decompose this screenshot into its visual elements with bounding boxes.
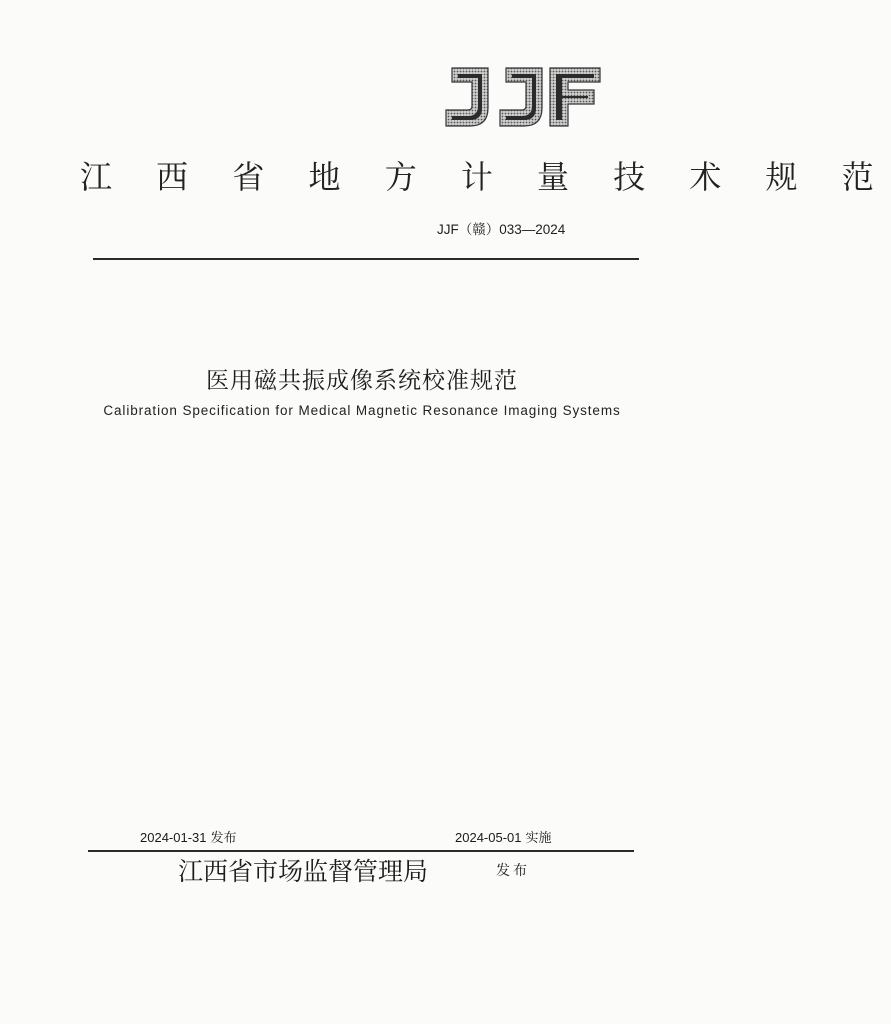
jjf-logo xyxy=(438,64,602,132)
series-title: 江 西 省 地 方 计 量 技 术 规 范 xyxy=(80,158,891,196)
implement-label: 实施 xyxy=(525,831,552,846)
implement-date-block xyxy=(455,827,552,846)
publish-label: 发布 xyxy=(496,863,530,879)
standard-number: JJF（赣）033—2024 xyxy=(437,222,566,237)
publisher-name: 江西省市场监督管理局 xyxy=(178,857,429,886)
top-divider xyxy=(93,258,639,260)
document-title-zh: 医用磁共振成像系统校准规范 xyxy=(206,368,518,394)
issue-label: 发布 xyxy=(210,831,237,846)
issue-date: 2024-01-31 xyxy=(140,830,207,845)
document-title-en: Calibration Specification for Medical Magnetic Resonance Imaging Systems xyxy=(103,403,621,418)
implement-date: 2024-05-01 xyxy=(455,830,522,845)
issue-date-block xyxy=(140,827,237,846)
